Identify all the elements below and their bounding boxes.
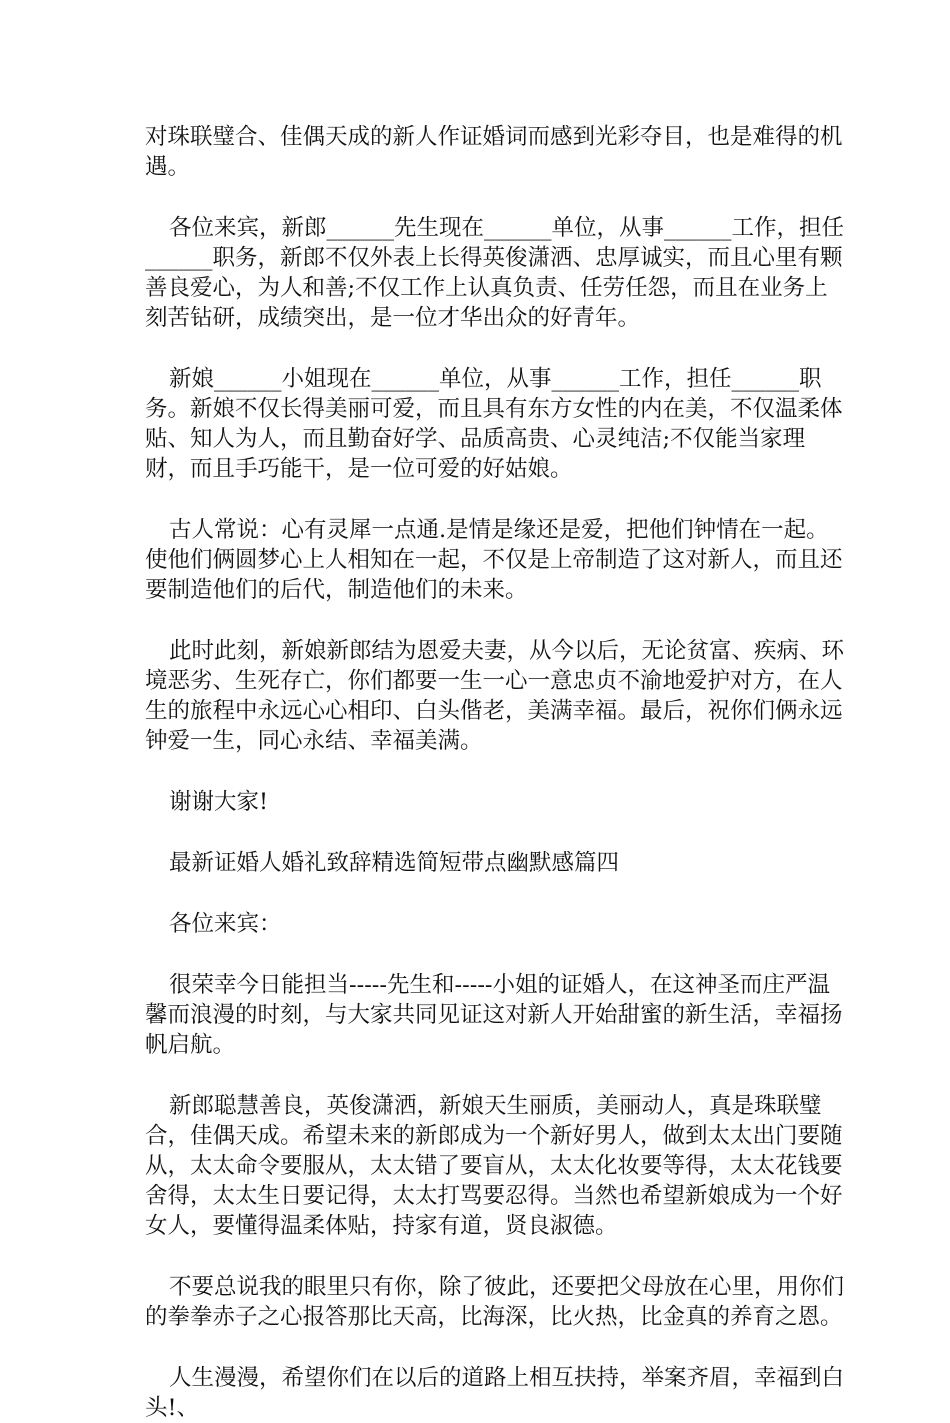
section-heading: 最新证婚人婚礼致辞精选简短带点幽默感篇四 — [169, 850, 620, 876]
paragraph-ancient-saying: 古人常说：心有灵犀一点通.是情是缘还是爱，把他们钟情在一起。使他们俩圆梦心上人相知在一起，不仅是上帝制造了这对新人，而且还要制造他们的后代，制造他们的未来。 — [145, 517, 843, 603]
paragraph-groom-intro: 各位来宾，新郎______先生现在______单位，从事______工作，担任______职务，新郎不仅外表上长得英俊潇洒、忠厚诚实，而且心里有颗善良爱心，为人和善;不仅工作上认真负责、任劳任怨，而且在业务上刻苦钻研，成绩突出，是一位才华出众的好青年。 — [145, 215, 845, 331]
paragraph-couple-description: 新郎聪慧善良，英俊潇洒，新娘天生丽质，美丽动人，真是珠联璧合，佳偶天成。希望未来的新郎成为一个新好男人，做到太太出门要随从，太太命令要服从，太太错了要盲从，太太化妆要等得，太太花钱要舍得，太太生日要记得，太太打骂要忍得。当然也希望新娘成为一个好女人，要懂得温柔体贴，持家有道，贤良淑德。 — [145, 1093, 843, 1239]
paragraph-closing-wish: 人生漫漫，希望你们在以后的道路上相互扶持，举案齐眉，幸福到白头!、 — [145, 1365, 845, 1421]
paragraph-bride-intro: 新娘______小姐现在______单位，从事______工作，担任______职务。新娘不仅长得美丽可爱，而且具有东方女性的内在美，不仅温柔体贴、知人为人，而且勤奋好学、品质高贵、心灵纯洁;不仅能当家理财，而且手巧能干，是一位可爱的好姑娘。 — [145, 366, 843, 482]
paragraph-honored: 很荣幸今日能担当-----先生和-----小姐的证婚人，在这神圣而庄严温馨而浪漫的时刻，与大家共同见证这对新人开始甜蜜的新生活，幸福扬帆启航。 — [145, 972, 843, 1058]
paragraph-parents: 不要总说我的眼里只有你，除了彼此，还要把父母放在心里，用你们的拳拳赤子之心报答那比天高，比海深，比火热，比金真的养育之恩。 — [145, 1274, 845, 1330]
paragraph-thanks: 谢谢大家! — [169, 789, 269, 815]
paragraph-opening-continuation: 对珠联璧合、佳偶天成的新人作证婚词而感到光彩夺目，也是难得的机遇。 — [145, 124, 843, 180]
paragraph-vows: 此时此刻，新娘新郎结为恩爱夫妻，从今以后，无论贫富、疾病、环境恶劣、生死存亡，你们都要一生一心一意忠贞不渝地爱护对方，在人生的旅程中永远心心相印、白头偕老，美满幸福。最后，祝你们俩永远钟爱一生，同心永结、幸福美满。 — [145, 638, 845, 754]
paragraph-salutation: 各位来宾： — [169, 911, 282, 937]
